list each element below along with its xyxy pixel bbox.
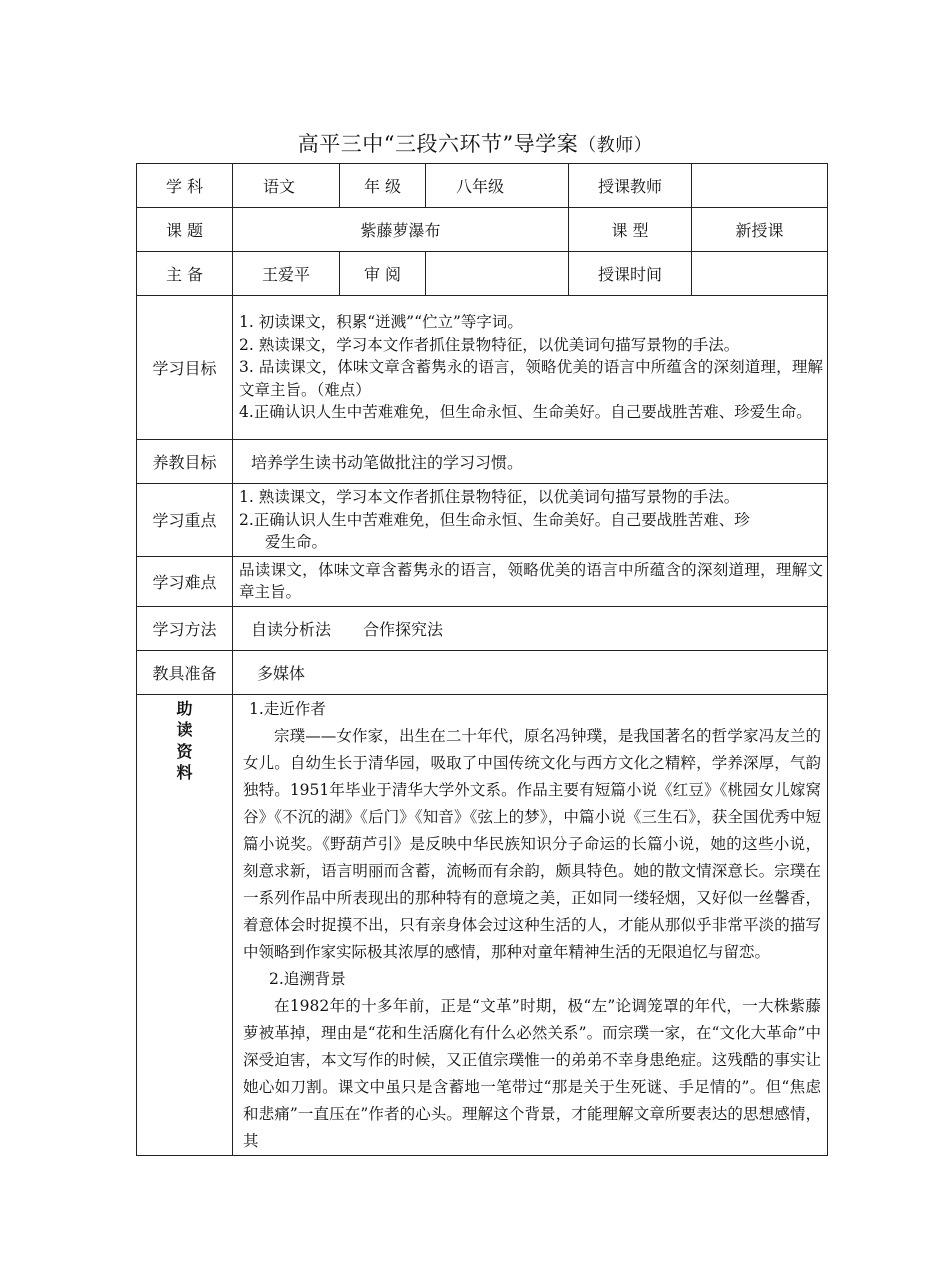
background-paragraph: 在1982年的十多年前，正是“文革”时期，极“左”论调笼罩的年代，一大株紫藤萝被革掉，理由是“花和生活腐化有什么必然关系”。而宗璞一家，在“文化大革命”中深受迫害，本文写作的时候，又正值宗璞惟一的弟弟不幸身患绝症。这残酷的事实让她心如刀割。课文中虽只是含蓄地一笔带过“那是关于生死谜、手足情的”。但“焦虑和悲痛”一直压在”作者的心头。理解这个背景，才能理解文章所要表达的思想感情，其 bbox=[243, 996, 821, 1150]
goals-label: 学习目标 bbox=[137, 296, 233, 440]
row-goals bbox=[137, 296, 828, 440]
lead-label: 主 备 bbox=[137, 252, 233, 296]
type-label: 课 型 bbox=[569, 208, 692, 252]
row-lead bbox=[137, 252, 828, 296]
row-difficulty bbox=[137, 556, 828, 606]
section-heading: 1.走近作者 bbox=[249, 699, 326, 718]
author-paragraph: 宗璞——女作家，出生在二十年代，原名冯钟璞，是我国著名的哲学家冯友兰的女儿。自幼生长于清华园，吸取了中国传统文化与西方文化之精粹，学养深厚，气韵独特。1951年毕业于清华大学外文系。作品主要有短篇小说《红豆》《桃园女儿嫁窝谷》《不沉的湖》《后门》《知音》《弦上的梦》，中篇小说《三生石》，获全国优秀中短篇小说奖。《野葫芦引》是反映中华民族知识分子命运的长篇小说，她的这些小说，刻意求新，语言明丽而含蓄，流畅而有余韵，颇具特色。她的散文情深意长。宗璞在一系列作品中所表现出的那种特有的意境之美，正如同一缕轻烟，又好似一丝馨香，着意体会时捉摸不出，只有亲身体会过这种生活的人，才能从那似乎非常平淡的描写中领略到作家实际极其浓厚的感情，那种对童年精神生活的无限追忆与留恋。 bbox=[243, 726, 821, 961]
reference-label-char: 助 bbox=[176, 698, 193, 718]
topic-value: 紫藤萝瀑布 bbox=[233, 208, 569, 252]
reference-label-char: 资 bbox=[176, 741, 193, 761]
goal-item: 4.正确认识人生中苦难难免，但生命永恒、生命美好。自己要战胜苦难、珍爱生命。 bbox=[239, 403, 812, 422]
reference-label-char: 料 bbox=[176, 763, 193, 782]
section-heading: 2.追溯背景 bbox=[269, 969, 346, 988]
row-reference bbox=[137, 694, 828, 1155]
row-key-points bbox=[137, 484, 828, 557]
difficulty-label: 学习难点 bbox=[137, 556, 233, 606]
title-main: 高平三中“三段六环节”导学案 bbox=[297, 132, 579, 156]
grade-label: 年 级 bbox=[340, 164, 426, 208]
lesson-plan-table bbox=[136, 163, 828, 1156]
subject-value: 语文 bbox=[233, 164, 340, 208]
goal-item: 1. 初读课文，积累“迸溅”“伫立”等字词。 bbox=[239, 313, 523, 332]
key-points-content bbox=[233, 484, 828, 557]
lead-value: 王爱平 bbox=[233, 252, 340, 296]
reference-label bbox=[137, 694, 233, 1155]
title-subtitle: （教师） bbox=[578, 135, 653, 156]
tools-value: 多媒体 bbox=[233, 650, 828, 694]
goal-item: 3. 品读课文，体味文章含蓄隽永的语言，领略优美的语言中所蕴含的深刻道理，理解文章主旨。（难点） bbox=[239, 358, 823, 399]
subject-label: 学 科 bbox=[137, 164, 233, 208]
review-label: 审 阅 bbox=[340, 252, 426, 296]
method-value: 自读分析法 合作探究法 bbox=[233, 606, 828, 650]
row-method bbox=[137, 606, 828, 650]
education-value: 培养学生读书动笔做批注的学习习惯。 bbox=[233, 440, 828, 484]
key-point-item: 1. 熟读课文，学习本文作者抓住景物特征，以优美词句描写景物的手法。 bbox=[239, 488, 740, 506]
topic-label: 课 题 bbox=[137, 208, 233, 252]
row-topic bbox=[137, 208, 828, 252]
goals-content bbox=[233, 296, 828, 440]
education-label: 养教目标 bbox=[137, 440, 233, 484]
row-tools bbox=[137, 650, 828, 694]
row-education bbox=[137, 440, 828, 484]
page-title bbox=[0, 128, 950, 158]
reference-label-char: 读 bbox=[176, 720, 193, 739]
row-subject bbox=[137, 164, 828, 208]
type-value: 新授课 bbox=[692, 208, 828, 252]
grade-value: 八年级 bbox=[426, 164, 569, 208]
time-value bbox=[692, 252, 828, 296]
reference-content bbox=[233, 694, 828, 1155]
time-label: 授课时间 bbox=[569, 252, 692, 296]
key-points-label: 学习重点 bbox=[137, 484, 233, 557]
review-value bbox=[426, 252, 569, 296]
method-label: 学习方法 bbox=[137, 606, 233, 650]
teacher-value bbox=[692, 164, 828, 208]
tools-label: 教具准备 bbox=[137, 650, 233, 694]
difficulty-value: 品读课文，体味文章含蓄隽永的语言，领略优美的语言中所蕴含的深刻道理，理解文章主旨。 bbox=[233, 556, 828, 606]
key-point-item-continued: 爱生命。 bbox=[265, 533, 328, 551]
key-point-item: 2.正确认识人生中苦难难免，但生命永恒、生命美好。自己要战胜苦难、珍 bbox=[239, 510, 750, 529]
teacher-label: 授课教师 bbox=[569, 164, 692, 208]
goal-item: 2. 熟读课文，学习本文作者抓住景物特征，以优美词句描写景物的手法。 bbox=[239, 335, 740, 354]
